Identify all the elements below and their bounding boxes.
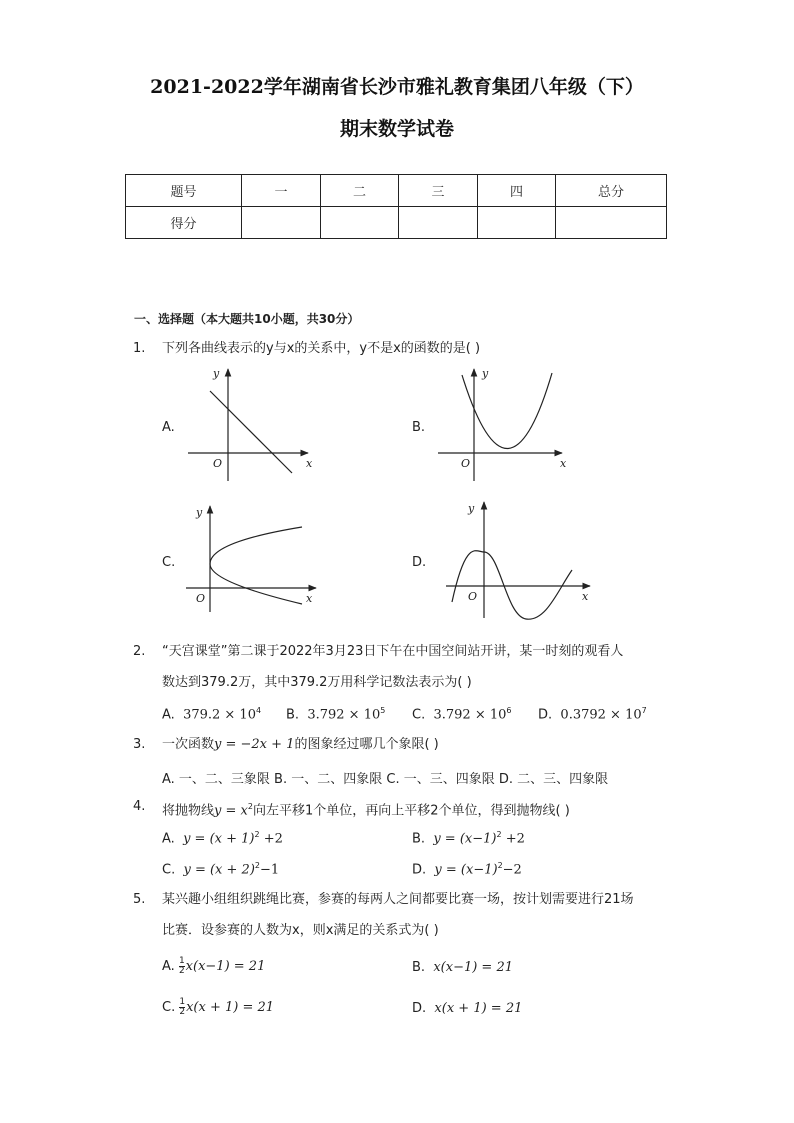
q3-formula: y = −2x + 1: [214, 737, 295, 752]
score-table: [125, 174, 667, 239]
fraction-denominator: 2: [178, 966, 185, 976]
score-table-score-row: [126, 207, 667, 239]
graph-wave: [452, 551, 572, 619]
x-axis-label: x: [560, 457, 567, 470]
score-row-label: 得分: [126, 207, 242, 239]
question-number: 3.: [133, 737, 146, 752]
q5-option-a: [162, 957, 265, 976]
option-value: 0.3792 × 10: [560, 707, 642, 723]
question-number: 5.: [133, 892, 146, 907]
q2-option-c: [412, 706, 512, 722]
score-header-cell: 四: [478, 175, 556, 207]
score-header-cell: 总分: [556, 175, 667, 207]
question-1-text: 下列各曲线表示的y与x的关系中，y不是x的函数的是( ): [162, 341, 481, 356]
y-axis-label: y: [196, 506, 203, 519]
question-number: 4.: [133, 799, 146, 814]
option-label: C.: [412, 707, 426, 723]
q5-option-c: [162, 998, 274, 1017]
q1-option-b-label: B.: [412, 420, 426, 435]
option-formula: y = (x + 1): [183, 831, 255, 847]
q5-option-d: [412, 1001, 522, 1016]
q4-formula: y = x: [214, 803, 248, 819]
option-label: B.: [412, 960, 426, 975]
score-cell: [242, 207, 321, 239]
exam-title-line2: 期末数学试卷: [339, 118, 454, 140]
option-label: A.: [162, 959, 175, 974]
option-label: D.: [538, 707, 553, 723]
q4-formula-exponent: 2: [247, 802, 253, 811]
q4-text-post: 向左平移1个单位，再向上平移2个单位，得到抛物线( ): [252, 803, 570, 819]
graph-sideways-parabola: [210, 527, 302, 604]
option-formula: x(x−1) = 21: [185, 959, 266, 974]
x-axis-label: x: [582, 590, 589, 603]
y-axis-label: y: [213, 367, 220, 380]
option-tail: +2: [259, 831, 283, 847]
origin-label: O: [196, 592, 206, 605]
graph-b: [432, 363, 572, 483]
fraction-numerator: 1: [179, 997, 186, 1007]
option-label: B.: [286, 707, 300, 723]
score-cell: [556, 207, 667, 239]
option-exponent: 2: [496, 830, 502, 839]
question-5-text-line1: 某兴趣小组组织跳绳比赛，参赛的每两人之间都要比赛一场，按计划需要进行21场: [162, 892, 634, 907]
q4-option-d: [412, 861, 522, 877]
fraction-numerator: 1: [178, 956, 185, 966]
score-header-cell: 三: [399, 175, 478, 207]
y-axis-label: y: [468, 502, 475, 515]
x-axis-label: x: [306, 457, 313, 470]
question-4-text: [162, 799, 570, 819]
option-formula: x(x + 1) = 21: [186, 1000, 275, 1015]
option-value: 3.792 × 10: [307, 707, 381, 723]
exam-title-line1: 2021-2022学年湖南省长沙市雅礼教育集团八年级（下）: [150, 76, 644, 98]
option-exponent: 6: [506, 706, 512, 715]
score-table-header-row: [126, 175, 667, 207]
q1-option-d-label: D.: [412, 555, 427, 570]
q2-option-b: [286, 706, 385, 722]
option-formula: y = (x−1): [434, 862, 498, 878]
option-value: 379.2 × 10: [183, 707, 256, 723]
q1-option-a-label: A.: [162, 420, 175, 435]
graph-parabola: [462, 373, 552, 449]
section-heading: 一、选择题（本大题共10小题，共30分）: [134, 312, 360, 326]
option-label: D.: [412, 1001, 427, 1016]
q4-option-b: [412, 830, 525, 846]
q3-options: A. 一、二、三象限 B. 一、二、四象限 C. 一、三、四象限 D. 二、三、四象限: [162, 772, 609, 787]
q2-option-d: [538, 706, 647, 722]
question-number: 1.: [133, 341, 146, 356]
score-header-cell: 二: [321, 175, 399, 207]
q4-option-a: [162, 830, 283, 846]
fraction-denominator: 2: [179, 1007, 186, 1017]
option-exponent: 5: [380, 706, 386, 715]
q3-text-pre: 一次函数: [162, 737, 215, 752]
option-tail: −2: [502, 862, 522, 878]
option-exponent: 2: [497, 861, 503, 870]
q5-option-b: [412, 960, 513, 975]
graph-d: [440, 498, 596, 622]
option-formula: x(x−1) = 21: [433, 960, 513, 975]
question-3-text: [162, 737, 439, 753]
question-2-text-line1: “天宫课堂”第二课于2022年3月23日下午在中国空间站开讲，某一时刻的观看人: [162, 644, 624, 659]
q4-text-pre: 将抛物线: [162, 803, 215, 819]
option-exponent: 4: [255, 706, 262, 715]
option-tail: +2: [501, 831, 525, 847]
score-cell: [478, 207, 556, 239]
score-cell: [321, 207, 399, 239]
option-tail: −1: [259, 862, 280, 878]
option-label: A.: [162, 707, 175, 723]
option-exponent: 2: [254, 861, 260, 870]
option-label: C.: [162, 1000, 176, 1015]
y-axis-label: y: [482, 367, 489, 380]
question-number: 2.: [133, 644, 146, 659]
option-exponent: 7: [641, 706, 647, 715]
option-exponent: 2: [254, 830, 260, 839]
x-axis-label: x: [306, 592, 313, 605]
option-label: C.: [162, 862, 176, 878]
graph-c: [180, 500, 320, 612]
fraction: [179, 957, 185, 976]
option-formula: x(x + 1) = 21: [434, 1001, 523, 1016]
q2-option-a: [162, 706, 261, 722]
q3-text-post: 的图象经过哪几个象限( ): [294, 737, 439, 752]
option-formula: y = (x + 2): [183, 862, 255, 878]
origin-label: O: [461, 457, 471, 470]
origin-label: O: [213, 457, 223, 470]
graph-line: [210, 391, 292, 473]
option-label: B.: [412, 831, 426, 847]
score-header-cell: 一: [242, 175, 321, 207]
option-label: D.: [412, 862, 427, 878]
option-formula: y = (x−1): [433, 831, 497, 847]
graph-a: [180, 363, 320, 483]
score-header-cell: 题号: [126, 175, 242, 207]
fraction: [179, 998, 185, 1017]
question-5-text-line2: 比赛．设参赛的人数为x，则x满足的关系式为( ): [162, 923, 439, 938]
origin-label: O: [468, 590, 478, 603]
option-value: 3.792 × 10: [433, 707, 507, 723]
score-cell: [399, 207, 478, 239]
question-2-text-line2: 数达到379.2万，其中379.2万用科学记数法表示为( ): [162, 675, 472, 690]
q1-option-c-label: C.: [162, 555, 176, 570]
q4-option-c: [162, 861, 279, 877]
option-label: A.: [162, 831, 175, 847]
